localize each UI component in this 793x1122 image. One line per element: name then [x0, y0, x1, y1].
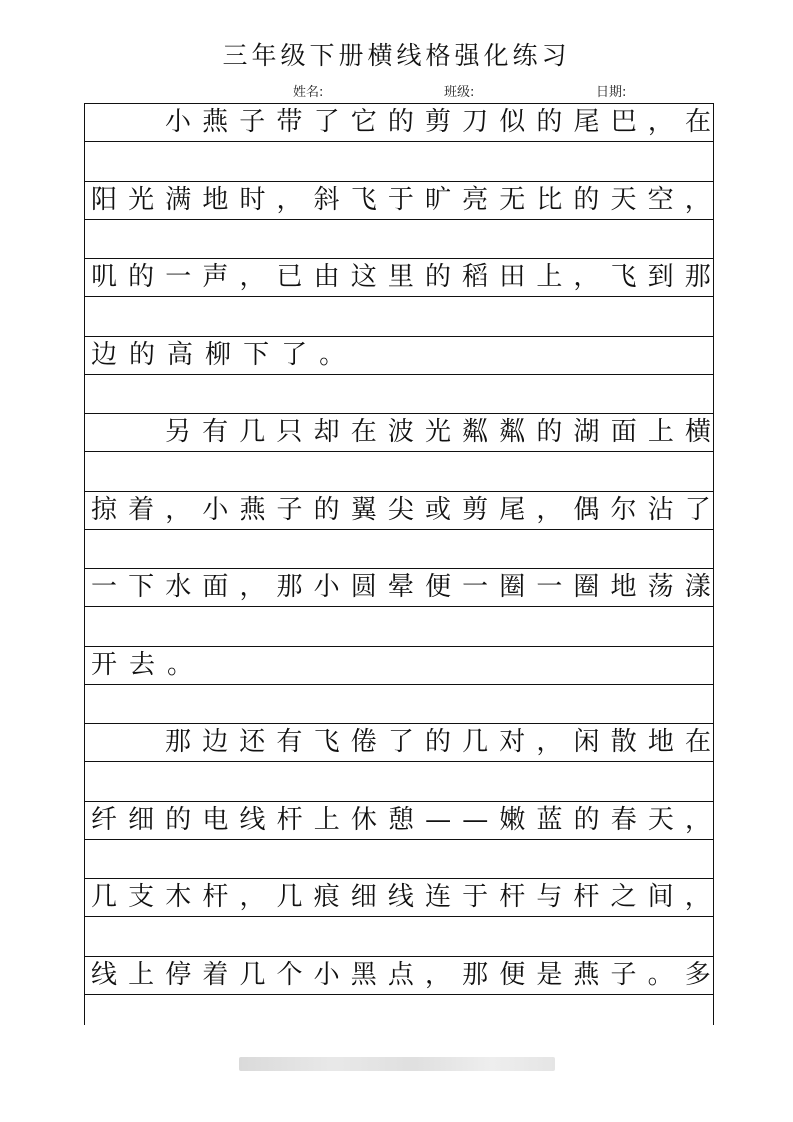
glyph: ， — [536, 494, 563, 525]
text-line — [85, 646, 715, 684]
glyph: 木 — [165, 882, 192, 912]
glyph: 还 — [239, 727, 266, 757]
glyph: 。 — [167, 649, 194, 680]
glyph: 个 — [276, 959, 303, 990]
glyph: 杆 — [276, 804, 303, 835]
glyph: 杆 — [202, 882, 229, 912]
glyph: 着 — [128, 494, 155, 525]
glyph: 了 — [281, 339, 308, 370]
glyph: ， — [239, 572, 266, 602]
glyph: 上 — [128, 959, 155, 990]
glyph: 阳 — [91, 184, 118, 215]
glyph: 与 — [536, 882, 563, 912]
text-line — [85, 336, 715, 374]
glyph: 那 — [276, 572, 303, 602]
glyph: ， — [573, 262, 600, 292]
rule-line-bottom — [85, 994, 713, 995]
glyph: ， — [647, 107, 674, 137]
date-label: 日期: — [596, 85, 627, 100]
glyph: ， — [276, 184, 303, 215]
glyph: 了 — [313, 107, 340, 137]
text-line — [85, 103, 715, 141]
rule-line-bottom — [85, 684, 713, 685]
glyph: 的 — [536, 107, 563, 137]
glyph: 荡 — [647, 572, 674, 602]
glyph: 边 — [202, 727, 229, 757]
glyph: 点 — [387, 959, 414, 990]
text-line — [85, 878, 715, 916]
glyph: 旷 — [424, 184, 451, 215]
glyph: ， — [684, 882, 711, 912]
glyph: 于 — [462, 882, 489, 912]
glyph: 或 — [424, 494, 451, 525]
glyph: 刀 — [462, 107, 489, 137]
rule-line-bottom — [85, 219, 713, 220]
glyph: 子 — [276, 494, 303, 525]
glyph: 柳 — [205, 339, 232, 370]
glyph: 散 — [610, 727, 637, 757]
glyph: 杆 — [499, 882, 526, 912]
glyph: 掠 — [91, 494, 118, 525]
text-line — [85, 801, 715, 839]
glyph: 在 — [350, 417, 377, 447]
rule-line-bottom — [85, 529, 713, 530]
glyph: 漾 — [684, 572, 711, 602]
glyph: 光 — [424, 417, 451, 447]
glyph: 上 — [313, 804, 340, 835]
text-line — [85, 258, 715, 296]
glyph: 在 — [684, 107, 711, 137]
glyph: 了 — [387, 727, 414, 757]
glyph: 那 — [684, 262, 711, 292]
glyph: 下 — [243, 339, 270, 370]
glyph: 多 — [684, 959, 711, 990]
glyph: 小 — [165, 107, 192, 137]
glyph: 有 — [202, 417, 229, 447]
glyph: 湖 — [573, 417, 600, 447]
glyph: 电 — [202, 804, 229, 835]
glyph: 却 — [313, 417, 340, 447]
glyph: 小 — [202, 494, 229, 525]
glyph: 边 — [91, 339, 118, 370]
glyph: 几 — [239, 417, 266, 447]
glyph: 纤 — [91, 804, 118, 835]
glyph: 另 — [165, 417, 192, 447]
glyph: 是 — [536, 959, 563, 990]
glyph: 子 — [610, 959, 637, 990]
glyph: 到 — [647, 262, 674, 292]
glyph: 圈 — [573, 572, 600, 602]
glyph: 尾 — [499, 494, 526, 525]
glyph: 燕 — [573, 959, 600, 990]
glyph: 飞 — [350, 184, 377, 215]
glyph: 里 — [387, 262, 414, 292]
glyph: 倦 — [350, 727, 377, 757]
glyph: 线 — [91, 959, 118, 990]
glyph: 偶 — [573, 494, 600, 525]
glyph: — — [462, 804, 489, 835]
glyph: 空 — [647, 184, 674, 215]
glyph: 春 — [610, 804, 637, 835]
glyph: 那 — [462, 959, 489, 990]
glyph: 飞 — [313, 727, 340, 757]
glyph: ， — [239, 882, 266, 912]
glyph: 天 — [610, 184, 637, 215]
glyph: 之 — [610, 882, 637, 912]
rule-line-bottom — [85, 374, 713, 375]
glyph: 黑 — [350, 959, 377, 990]
glyph: 高 — [167, 339, 194, 370]
glyph: 沾 — [647, 494, 674, 525]
glyph: 便 — [499, 959, 526, 990]
glyph: 叽 — [91, 262, 118, 292]
glyph: 的 — [313, 494, 340, 525]
glyph: 在 — [684, 727, 711, 757]
glyph: 波 — [387, 417, 414, 447]
glyph: 水 — [165, 572, 192, 602]
glyph: 的 — [387, 107, 414, 137]
glyph: 圈 — [499, 572, 526, 602]
glyph: 停 — [165, 959, 192, 990]
glyph: 上 — [536, 262, 563, 292]
text-line — [85, 491, 715, 529]
glyph: 连 — [424, 882, 451, 912]
glyph: 田 — [499, 262, 526, 292]
glyph: 憩 — [388, 804, 415, 835]
glyph: 有 — [276, 727, 303, 757]
rule-line-bottom — [85, 839, 713, 840]
glyph: 飞 — [610, 262, 637, 292]
glyph: 于 — [387, 184, 414, 215]
glyph: 横 — [684, 417, 711, 447]
glyph: 这 — [350, 262, 377, 292]
glyph: ， — [684, 804, 711, 835]
glyph: 亮 — [462, 184, 489, 215]
glyph: 休 — [350, 804, 377, 835]
glyph: 地 — [647, 727, 674, 757]
glyph: 的 — [424, 727, 451, 757]
glyph: 比 — [536, 184, 563, 215]
glyph: 子 — [239, 107, 266, 137]
glyph: 晕 — [387, 572, 414, 602]
glyph: 小 — [313, 959, 340, 990]
glyph: 杆 — [573, 882, 600, 912]
glyph: 一 — [536, 572, 563, 602]
glyph: 燕 — [202, 107, 229, 137]
glyph: — — [425, 804, 452, 835]
glyph: 只 — [276, 417, 303, 447]
rule-line-bottom — [85, 606, 713, 607]
glyph: 圆 — [350, 572, 377, 602]
glyph: 去 — [129, 649, 156, 680]
glyph: 几 — [91, 882, 118, 912]
glyph: 时 — [239, 184, 266, 215]
glyph: 斜 — [313, 184, 340, 215]
glyph: 蓝 — [536, 804, 563, 835]
glyph: ， — [684, 184, 711, 215]
glyph: 带 — [276, 107, 303, 137]
glyph: 细 — [350, 882, 377, 912]
glyph: 燕 — [239, 494, 266, 525]
glyph: 支 — [128, 882, 155, 912]
glyph: ， — [536, 727, 563, 757]
glyph: 天 — [647, 804, 674, 835]
glyph: 光 — [128, 184, 155, 215]
glyph: 粼 — [499, 417, 526, 447]
glyph: 便 — [424, 572, 451, 602]
glyph: 面 — [202, 572, 229, 602]
text-line — [85, 181, 715, 219]
glyph: 。 — [319, 339, 346, 370]
glyph: 痕 — [313, 882, 340, 912]
glyph: 小 — [313, 572, 340, 602]
glyph: 声 — [202, 262, 229, 292]
glyph: 它 — [350, 107, 377, 137]
glyph: 细 — [128, 804, 155, 835]
glyph: 间 — [647, 882, 674, 912]
glyph: 一 — [91, 572, 118, 602]
glyph: 闲 — [573, 727, 600, 757]
name-label: 姓名: — [293, 85, 324, 100]
page-title: 三年级下册横线格强化练习 — [222, 41, 571, 70]
text-line — [85, 723, 715, 761]
glyph: 尖 — [387, 494, 414, 525]
glyph: 的 — [536, 417, 563, 447]
text-line — [85, 413, 715, 451]
glyph: 的 — [573, 184, 600, 215]
glyph: 无 — [499, 184, 526, 215]
glyph: 粼 — [462, 417, 489, 447]
glyph: 似 — [499, 107, 526, 137]
blurred-footer-watermark — [239, 1057, 555, 1071]
glyph: 上 — [647, 417, 674, 447]
rule-line-bottom — [85, 141, 713, 142]
glyph: 嫩 — [499, 804, 526, 835]
glyph: 满 — [165, 184, 192, 215]
text-line — [85, 568, 715, 606]
glyph: ， — [424, 959, 451, 990]
rule-line-bottom — [85, 451, 713, 452]
glyph: 的 — [424, 262, 451, 292]
glyph: 尾 — [573, 107, 600, 137]
glyph: ， — [165, 494, 192, 525]
glyph: 开 — [91, 649, 118, 680]
glyph: 由 — [313, 262, 340, 292]
glyph: 几 — [239, 959, 266, 990]
class-label: 班级: — [444, 85, 475, 100]
glyph: 的 — [129, 339, 156, 370]
glyph: 着 — [202, 959, 229, 990]
rule-line-bottom — [85, 916, 713, 917]
glyph: 稻 — [462, 262, 489, 292]
glyph: 。 — [647, 959, 674, 990]
glyph: 几 — [276, 882, 303, 912]
rule-line-bottom — [85, 296, 713, 297]
glyph: 线 — [387, 882, 414, 912]
glyph: 的 — [165, 804, 192, 835]
glyph: 翼 — [350, 494, 377, 525]
glyph: 了 — [684, 494, 711, 525]
glyph: 下 — [128, 572, 155, 602]
glyph: 几 — [462, 727, 489, 757]
rule-line-bottom — [85, 761, 713, 762]
glyph: 对 — [499, 727, 526, 757]
glyph: 的 — [128, 262, 155, 292]
glyph: 剪 — [424, 107, 451, 137]
glyph: 面 — [610, 417, 637, 447]
glyph: 剪 — [462, 494, 489, 525]
lined-writing-sheet — [84, 103, 714, 1025]
glyph: 地 — [202, 184, 229, 215]
glyph: 尔 — [610, 494, 637, 525]
text-line — [85, 956, 715, 994]
glyph: 一 — [462, 572, 489, 602]
glyph: 那 — [165, 727, 192, 757]
glyph: 巴 — [610, 107, 637, 137]
glyph: 线 — [239, 804, 266, 835]
glyph: ， — [239, 262, 266, 292]
glyph: 的 — [573, 804, 600, 835]
glyph: 一 — [165, 262, 192, 292]
glyph: 已 — [276, 262, 303, 292]
glyph: 地 — [610, 572, 637, 602]
